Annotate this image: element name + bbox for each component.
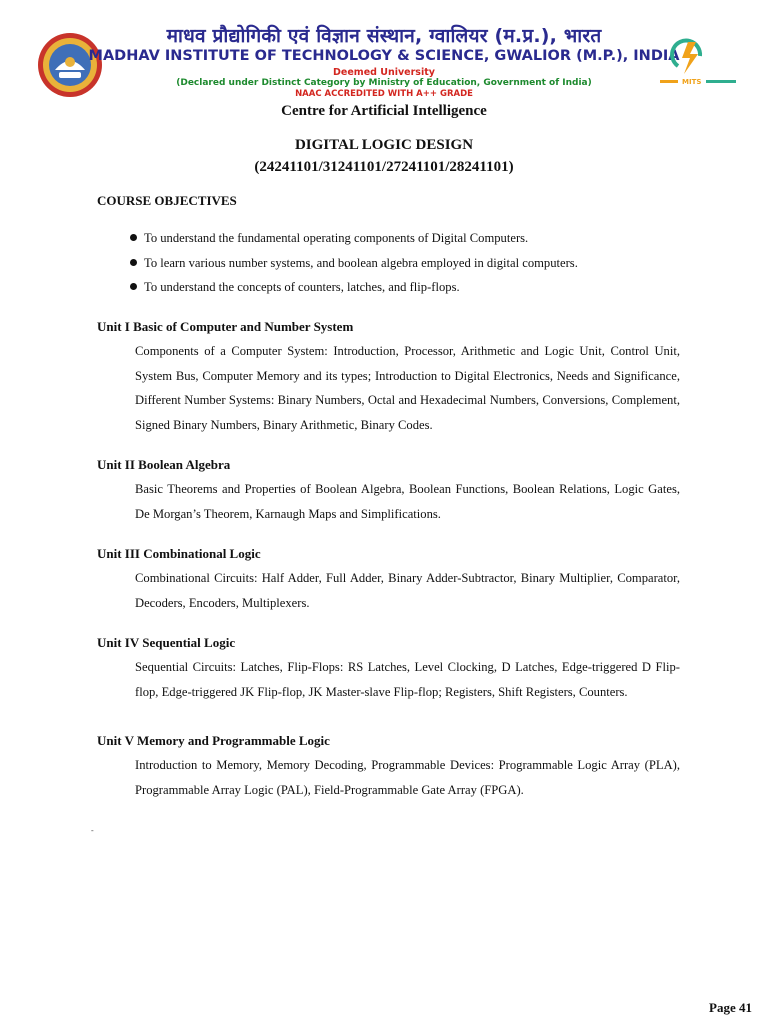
- mits-logo: [660, 36, 736, 92]
- unit-3-heading: Unit III Combinational Logic: [97, 546, 261, 561]
- centre-name: Centre for Artificial Intelligence: [281, 103, 487, 119]
- naac-accreditation: NAAC ACCREDITED WITH A++ GRADE: [295, 89, 473, 99]
- stray-mark: -: [91, 826, 94, 835]
- mits-logo-text: MITS: [682, 78, 702, 86]
- page-number: Page 41: [709, 1000, 752, 1015]
- bullet-icon: [130, 259, 137, 266]
- objective-item: To understand the fundamental operating components of Digital Computers.: [130, 231, 528, 246]
- unit-3-body: Combinational Circuits: Half Adder, Full Adder, Binary Adder-Subtractor, Binary Multiplier, Comparator, Decoders, Encoders, Multiplexers.: [135, 571, 680, 610]
- letterhead: [0, 0, 768, 100]
- deemed-university-label: Deemed University: [333, 67, 435, 78]
- bullet-icon: [130, 283, 137, 290]
- unit-2-body: Basic Theorems and Properties of Boolean Algebra, Boolean Functions, Boolean Relations, Logic Gates, De Morgan’s Theorem, Karnaugh Maps and Simplifications.: [135, 482, 680, 521]
- course-title-block: [0, 134, 768, 178]
- objectives-heading: COURSE OBJECTIVES: [97, 193, 237, 208]
- objective-item: To learn various number systems, and boolean algebra employed in digital computers.: [130, 256, 578, 271]
- institute-name-hindi: माधव प्रौद्योगिकी एवं विज्ञान संस्थान, ग्वालियर (म.प्र.), भारत: [166, 25, 602, 47]
- unit-5-body: Introduction to Memory, Memory Decoding, Programmable Devices: Programmable Logic Array (PLA), Programmable Array Logic (PAL), Field-Programmable Gate Array (FPGA).: [135, 758, 680, 797]
- unit-4-body: Sequential Circuits: Latches, Flip-Flops: RS Latches, Level Clocking, D Latches, Edge-triggered D Flip-flop, Edge-triggered JK Flip-flop, JK Master-slave Flip-flop; Registers, Shift Registers, Counters.: [135, 660, 680, 699]
- bullet-icon: [130, 234, 137, 241]
- course-title: DIGITAL LOGIC DESIGN: [294, 137, 474, 153]
- unit-2-heading: Unit II Boolean Algebra: [97, 457, 231, 472]
- unit-1-body: Components of a Computer System: Introduction, Processor, Arithmetic and Logic Unit, Control Unit, System Bus, Computer Memory and its types; Introduction to Digital Electronics, Needs and Significance, Different Number Systems: Binary Numbers, Octal and Hexadecimal Numbers, Conversions, Complement, Signed Binary Numbers, Binary Arithmetic, Binary Codes.: [135, 344, 680, 432]
- institute-name: MADHAV INSTITUTE OF TECHNOLOGY & SCIENCE, GWALIOR (M.P.), INDIA: [88, 48, 680, 64]
- unit-1-heading: Unit I Basic of Computer and Number System: [97, 319, 354, 334]
- unit-4-heading: Unit IV Sequential Logic: [97, 635, 236, 650]
- objective-item: To understand the concepts of counters, latches, and flip-flops.: [130, 280, 460, 295]
- unit-5-heading: Unit V Memory and Programmable Logic: [97, 733, 330, 748]
- declaration-note: (Declared under Distinct Category by Ministry of Education, Government of India): [176, 78, 592, 88]
- course-codes: (24241101/31241101/27241101/28241101): [254, 159, 514, 175]
